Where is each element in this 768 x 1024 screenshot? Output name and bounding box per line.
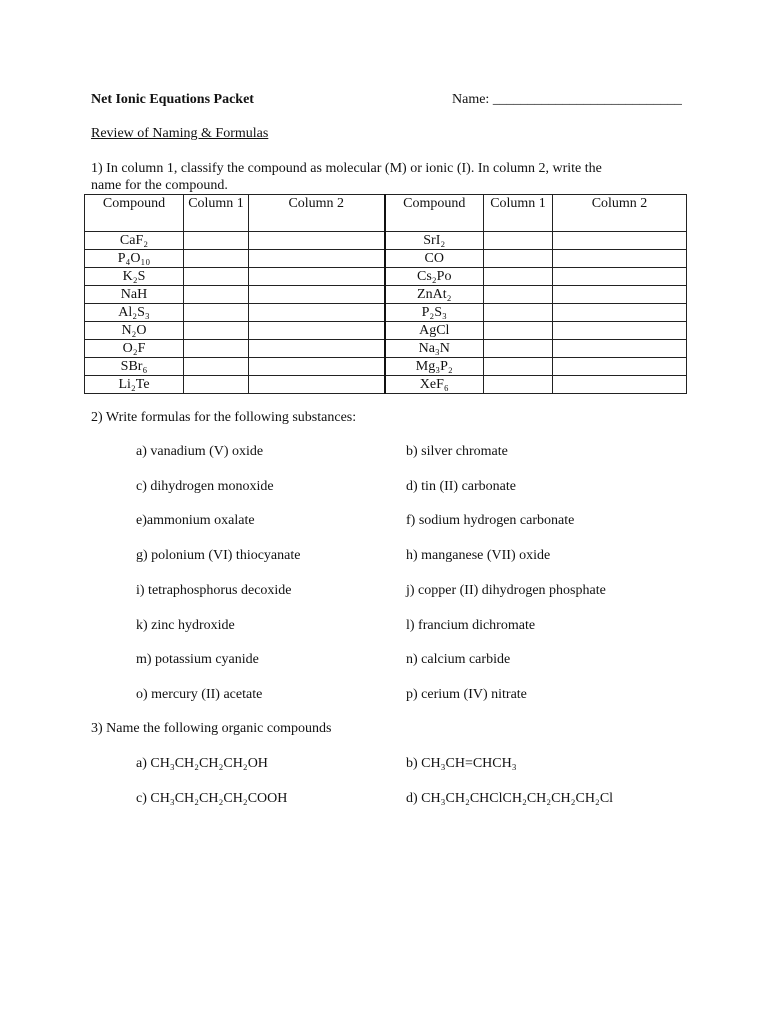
column-header-compound: Compound (85, 195, 184, 232)
column-2-answer-cell[interactable] (249, 322, 385, 340)
section-title: Review of Naming & Formulas (91, 126, 269, 141)
question-2-item: f) sodium hydrogen carbonate (406, 513, 575, 528)
question-2-item: h) manganese (VII) oxide (406, 548, 551, 563)
compound-cell: Al₂S₃ (85, 304, 184, 322)
column-2-answer-cell[interactable] (249, 268, 385, 286)
compound-cell: P₂S₃ (385, 304, 484, 322)
compound-cell: ZnAt₂ (385, 286, 484, 304)
compound-table (84, 194, 687, 394)
compound-cell: P₄O₁₀ (85, 250, 184, 268)
column-1-answer-cell[interactable] (484, 322, 553, 340)
question-2-prompt: 2) Write formulas for the following substances: (91, 410, 357, 425)
compound-cell: Cs₂Po (385, 268, 484, 286)
table-row (85, 322, 687, 340)
column-2-answer-cell[interactable] (553, 358, 687, 376)
table-row (85, 232, 687, 250)
compound-cell: SrI₂ (385, 232, 484, 250)
column-1-answer-cell[interactable] (184, 250, 249, 268)
column-2-answer-cell[interactable] (553, 322, 687, 340)
compound-cell: XeF₆ (385, 376, 484, 394)
table-header-row (85, 195, 687, 232)
column-1-answer-cell[interactable] (484, 268, 553, 286)
column-2-answer-cell[interactable] (249, 340, 385, 358)
column-1-answer-cell[interactable] (184, 304, 249, 322)
column-header-column-1: Column 1 (184, 195, 249, 232)
column-1-answer-cell[interactable] (484, 250, 553, 268)
column-1-answer-cell[interactable] (184, 340, 249, 358)
column-2-answer-cell[interactable] (249, 304, 385, 322)
question-3-item-d: d) CH₃CH₂CHClCH₂CH₂CH₂CH₂Cl (406, 791, 614, 806)
column-header-column-2: Column 2 (249, 195, 385, 232)
question-2-item: g) polonium (VI) thiocyanate (136, 548, 301, 563)
column-2-answer-cell[interactable] (553, 340, 687, 358)
column-1-answer-cell[interactable] (484, 340, 553, 358)
table-row (85, 250, 687, 268)
column-header-compound: Compound (385, 195, 484, 232)
column-2-answer-cell[interactable] (249, 250, 385, 268)
column-2-answer-cell[interactable] (553, 304, 687, 322)
column-1-answer-cell[interactable] (484, 286, 553, 304)
table-row (85, 268, 687, 286)
column-1-answer-cell[interactable] (484, 358, 553, 376)
column-2-answer-cell[interactable] (249, 232, 385, 250)
column-2-answer-cell[interactable] (249, 286, 385, 304)
question-2-item: b) silver chromate (406, 444, 508, 459)
question-3-item-b: b) CH₃CH=CHCH₃ (406, 756, 517, 771)
table-row (85, 376, 687, 394)
table-row (85, 286, 687, 304)
document-title: Net Ionic Equations Packet (91, 92, 254, 107)
question-2-item: j) copper (II) dihydrogen phosphate (406, 583, 606, 598)
question-2-item: c) dihydrogen monoxide (136, 479, 274, 494)
column-2-answer-cell[interactable] (553, 232, 687, 250)
column-1-answer-cell[interactable] (184, 322, 249, 340)
column-1-answer-cell[interactable] (184, 358, 249, 376)
name-field-label: Name: ___________________________ (452, 92, 682, 107)
column-2-answer-cell[interactable] (553, 268, 687, 286)
question-2-item: l) francium dichromate (406, 618, 536, 633)
table-row (85, 304, 687, 322)
question-3-item-a: a) CH₃CH₂CH₂CH₂OH (136, 756, 268, 771)
column-1-answer-cell[interactable] (184, 232, 249, 250)
column-1-answer-cell[interactable] (184, 286, 249, 304)
question-2-item: e)ammonium oxalate (136, 513, 255, 528)
question-1-line-1: 1) In column 1, classify the compound as molecular (M) or ionic (I). In column 2, write the (91, 161, 602, 176)
column-2-answer-cell[interactable] (553, 286, 687, 304)
question-1-line-2: name for the compound. (91, 178, 228, 193)
table-row (85, 340, 687, 358)
column-1-answer-cell[interactable] (484, 304, 553, 322)
column-1-answer-cell[interactable] (184, 376, 249, 394)
question-3-item-c: c) CH₃CH₂CH₂CH₂COOH (136, 791, 288, 806)
column-2-answer-cell[interactable] (249, 358, 385, 376)
compound-cell: SBr₆ (85, 358, 184, 376)
question-2-item: k) zinc hydroxide (136, 618, 235, 633)
question-2-item: d) tin (II) carbonate (406, 479, 516, 494)
question-3-prompt: 3) Name the following organic compounds (91, 721, 332, 736)
column-header-column-1: Column 1 (484, 195, 553, 232)
question-2-item: p) cerium (IV) nitrate (406, 687, 527, 702)
compound-cell: Mg₃P₂ (385, 358, 484, 376)
question-2-item: m) potassium cyanide (136, 652, 259, 667)
compound-cell: Li₂Te (85, 376, 184, 394)
column-header-column-2: Column 2 (553, 195, 687, 232)
compound-cell: Na₃N (385, 340, 484, 358)
compound-cell: CaF₂ (85, 232, 184, 250)
table-row (85, 358, 687, 376)
compound-cell: CO (385, 250, 484, 268)
compound-cell: NaH (85, 286, 184, 304)
column-2-answer-cell[interactable] (249, 376, 385, 394)
question-2-item: a) vanadium (V) oxide (136, 444, 264, 459)
question-2-item: o) mercury (II) acetate (136, 687, 263, 702)
column-1-answer-cell[interactable] (184, 268, 249, 286)
column-2-answer-cell[interactable] (553, 376, 687, 394)
compound-cell: O₂F (85, 340, 184, 358)
column-1-answer-cell[interactable] (484, 376, 553, 394)
question-2-item: i) tetraphosphorus decoxide (136, 583, 292, 598)
compound-cell: N₂O (85, 322, 184, 340)
question-2-item: n) calcium carbide (406, 652, 511, 667)
compound-cell: AgCl (385, 322, 484, 340)
column-1-answer-cell[interactable] (484, 232, 553, 250)
compound-cell: K₂S (85, 268, 184, 286)
column-2-answer-cell[interactable] (553, 250, 687, 268)
